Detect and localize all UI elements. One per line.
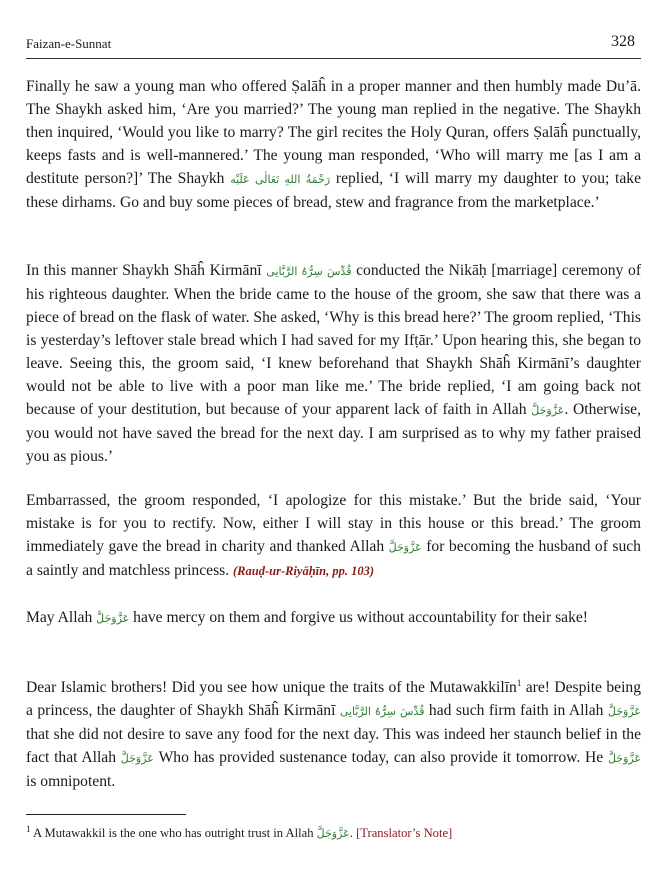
- paragraph-3: [26, 489, 641, 583]
- page-number: 328: [611, 33, 635, 50]
- paragraph-5: [26, 676, 641, 793]
- footnote-punctuation: .: [349, 826, 353, 840]
- footnote: [26, 824, 641, 843]
- arabic-honorific: رَحْمَةُ اللهِ تَعَالٰی عَلَيْه: [230, 173, 331, 186]
- paragraph-text: Who has provided sustenance today, can also provide it tomorrow. He: [158, 749, 604, 766]
- paragraph-text: conducted the Nikāḥ [marriage] ceremony of his righteous daughter. When the bride came to the house of the groom, she saw that there was a piece of bread on the flask of water. She asked, ‘Why is this bread here?’ The groom replied, ‘This is yesterday’s leftover stale bread which I had saved for my Ifṭār.’ Upon hearing this, she began to leave. Seeing this, the groom said, ‘I knew beforehand that Shaykh Shāĥ Kirmānī’s daughter would not be able to live with a poor man like me.’ The bride replied, ‘I am going back not because of your destitution, but because of your apparent lack of faith in Allah: [26, 262, 642, 418]
- arabic-honorific: عَزَّوَجَلَّ: [96, 612, 130, 625]
- paragraph-text: In this manner Shaykh Shāĥ Kirmānī: [26, 262, 262, 279]
- source-citation: (Rauḍ-ur-Riyāḥīn, pp. 103): [233, 564, 375, 578]
- paragraph-4: [26, 606, 641, 630]
- paragraph-2: [26, 259, 641, 468]
- paragraph-text: Dear Islamic brothers! Did you see how unique the traits of the Mutawakkilīn: [26, 679, 517, 696]
- paragraph-text: for becoming the husband of such a saintly and matchless princess.: [26, 538, 641, 579]
- arabic-honorific: عَزَّوَجَلَّ: [120, 752, 154, 765]
- paragraph-text: May Allah: [26, 609, 93, 626]
- translator-note: [Translator’s Note]: [356, 826, 453, 840]
- paragraph-text: Finally he saw a young man who offered Ṣalāĥ in a proper manner and then humbly made Du’ā. The Shaykh asked him, ‘Are you married?’ The young man replied in the negative. The Shaykh then inquired, ‘Would you like to marry? The girl recites the Holy Quran, offers Ṣalāĥ punctually, keeps fasts and is well-mannered.’ The young man responded, ‘Who will marry me [as I am a destitute person?]’ The Shaykh: [26, 78, 641, 187]
- header-divider: [26, 58, 641, 59]
- paragraph-text: have mercy on them and forgive us without accountability for their sake!: [133, 609, 588, 626]
- paragraph-text: that she did not desire to save any food for the next day. This was indeed her staunch belief in the fact that Allah: [26, 726, 641, 766]
- running-header-title: Faizan-e-Sunnat: [26, 36, 112, 51]
- footnote-text: A Mutawakkil is the one who has outright trust in Allah: [32, 826, 314, 840]
- paragraph-1: [26, 75, 641, 214]
- paragraph-text: had such firm faith in Allah: [428, 702, 604, 719]
- arabic-honorific: عَزَّوَجَلَّ: [607, 705, 641, 718]
- paragraph-text: is omnipotent.: [26, 773, 116, 790]
- arabic-honorific: عَزَّوَجَلَّ: [316, 827, 350, 840]
- arabic-honorific: عَزَّوَجَلَّ: [388, 541, 422, 554]
- arabic-honorific: قُدِّسَ سِرُّهُ الرَّبَّانِی: [339, 705, 425, 718]
- arabic-honorific: قُدِّسَ سِرُّهُ الرَّبَّانِی: [266, 265, 352, 278]
- arabic-honorific: عَزَّوَجَلَّ: [531, 404, 565, 417]
- footnote-divider: [26, 814, 186, 815]
- paragraph-text: are! Despite being a princess, the daughter of Shaykh Shāĥ Kirmānī: [26, 679, 641, 719]
- arabic-honorific: عَزَّوَجَلَّ: [607, 752, 642, 765]
- footnote-reference[interactable]: 1: [516, 677, 522, 688]
- footnote-marker: 1: [26, 823, 31, 834]
- paragraph-text: . Otherwise, you would not have saved the bread for the next day. I am surprised as to why my father praised you as pious.’: [26, 401, 641, 465]
- paragraph-text: Embarrassed, the groom responded, ‘I apologize for this mistake.’ But the bride said, ‘Your mistake is for you to rectify. Now, either I will stay in this house or this bread.’ The groom immediately gave the bread in charity and thanked Allah: [26, 492, 641, 555]
- paragraph-text: replied, ‘I will marry my daughter to you; take these dirhams. Go and buy some pieces of bread, stew and fragrance from the marketplace.’: [26, 170, 642, 211]
